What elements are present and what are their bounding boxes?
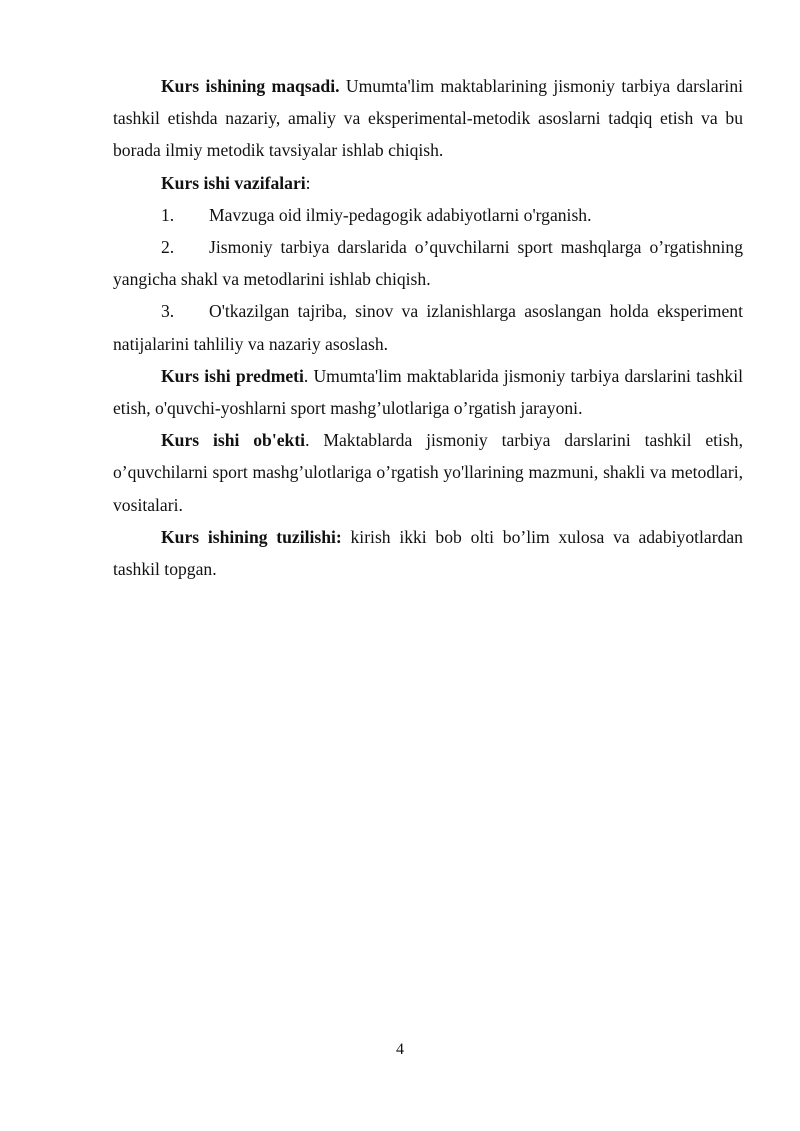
paragraph-maqsadi	[113, 70, 743, 167]
text-predmeti: . Umumta'lim maktablarida jismoniy tarbiya darslarini tashkil etish, o'quvchi-yoshlarni sport mashg’ulotlariga o’rgatish jarayoni.	[113, 365, 743, 419]
paragraph-obekti	[113, 424, 743, 521]
text-obekti: . Maktablarda jismoniy tarbiya darslarini tashkil etish, o’quvchilarni sport mashg’ulotlariga o’rgatish yo'llarining mazmuni, shakli va metodlari, vositalari.	[113, 430, 743, 515]
document-page	[113, 70, 743, 585]
list-number: 1.	[161, 204, 175, 225]
paragraph-vazifalari	[113, 167, 743, 199]
text-vazifalari: :	[305, 172, 311, 193]
list-item-2	[113, 231, 743, 295]
page-number: 4	[396, 1041, 404, 1058]
paragraph-tuzilishi	[113, 521, 743, 585]
list-text: Mavzuga oid ilmiy-pedagogik adabiyotlarni o'rganish.	[209, 204, 592, 225]
list-item-3	[113, 295, 743, 359]
heading-tuzilishi: Kurs ishining tuzilishi:	[161, 526, 342, 547]
list-item-1	[113, 199, 743, 231]
text-maqsadi: Umumta'lim maktablarining jismoniy tarbiya darslarini tashkil etishda nazariy, amaliy va eksperimental-metodik asoslarni tadqiq etish va bu borada ilmiy metodik tavsiyalar ishlab chiqish.	[113, 76, 744, 161]
list-text: O'tkazilgan tajriba, sinov va izlanishlarga asoslangan holda eksperiment natijalarini tahliliy va nazariy asoslash.	[113, 301, 743, 354]
text-tuzilishi: kirish ikki bob olti bo’lim xulosa va adabiyotlardan tashkil topgan.	[113, 526, 743, 580]
list-number: 3.	[161, 301, 175, 322]
heading-predmeti: Kurs ishi predmeti	[161, 365, 304, 386]
list-number: 2.	[161, 237, 175, 258]
paragraph-predmeti	[113, 360, 743, 424]
heading-obekti: Kurs ishi ob'ekti	[161, 430, 306, 451]
list-text: Jismoniy tarbiya darslarida o’quvchilarni sport mashqlarga o’rgatishning yangicha shakl va metodlarini ishlab chiqish.	[113, 237, 743, 290]
heading-vazifalari: Kurs ishi vazifalari	[161, 172, 306, 193]
heading-maqsadi: Kurs ishining maqsadi.	[161, 76, 340, 96]
